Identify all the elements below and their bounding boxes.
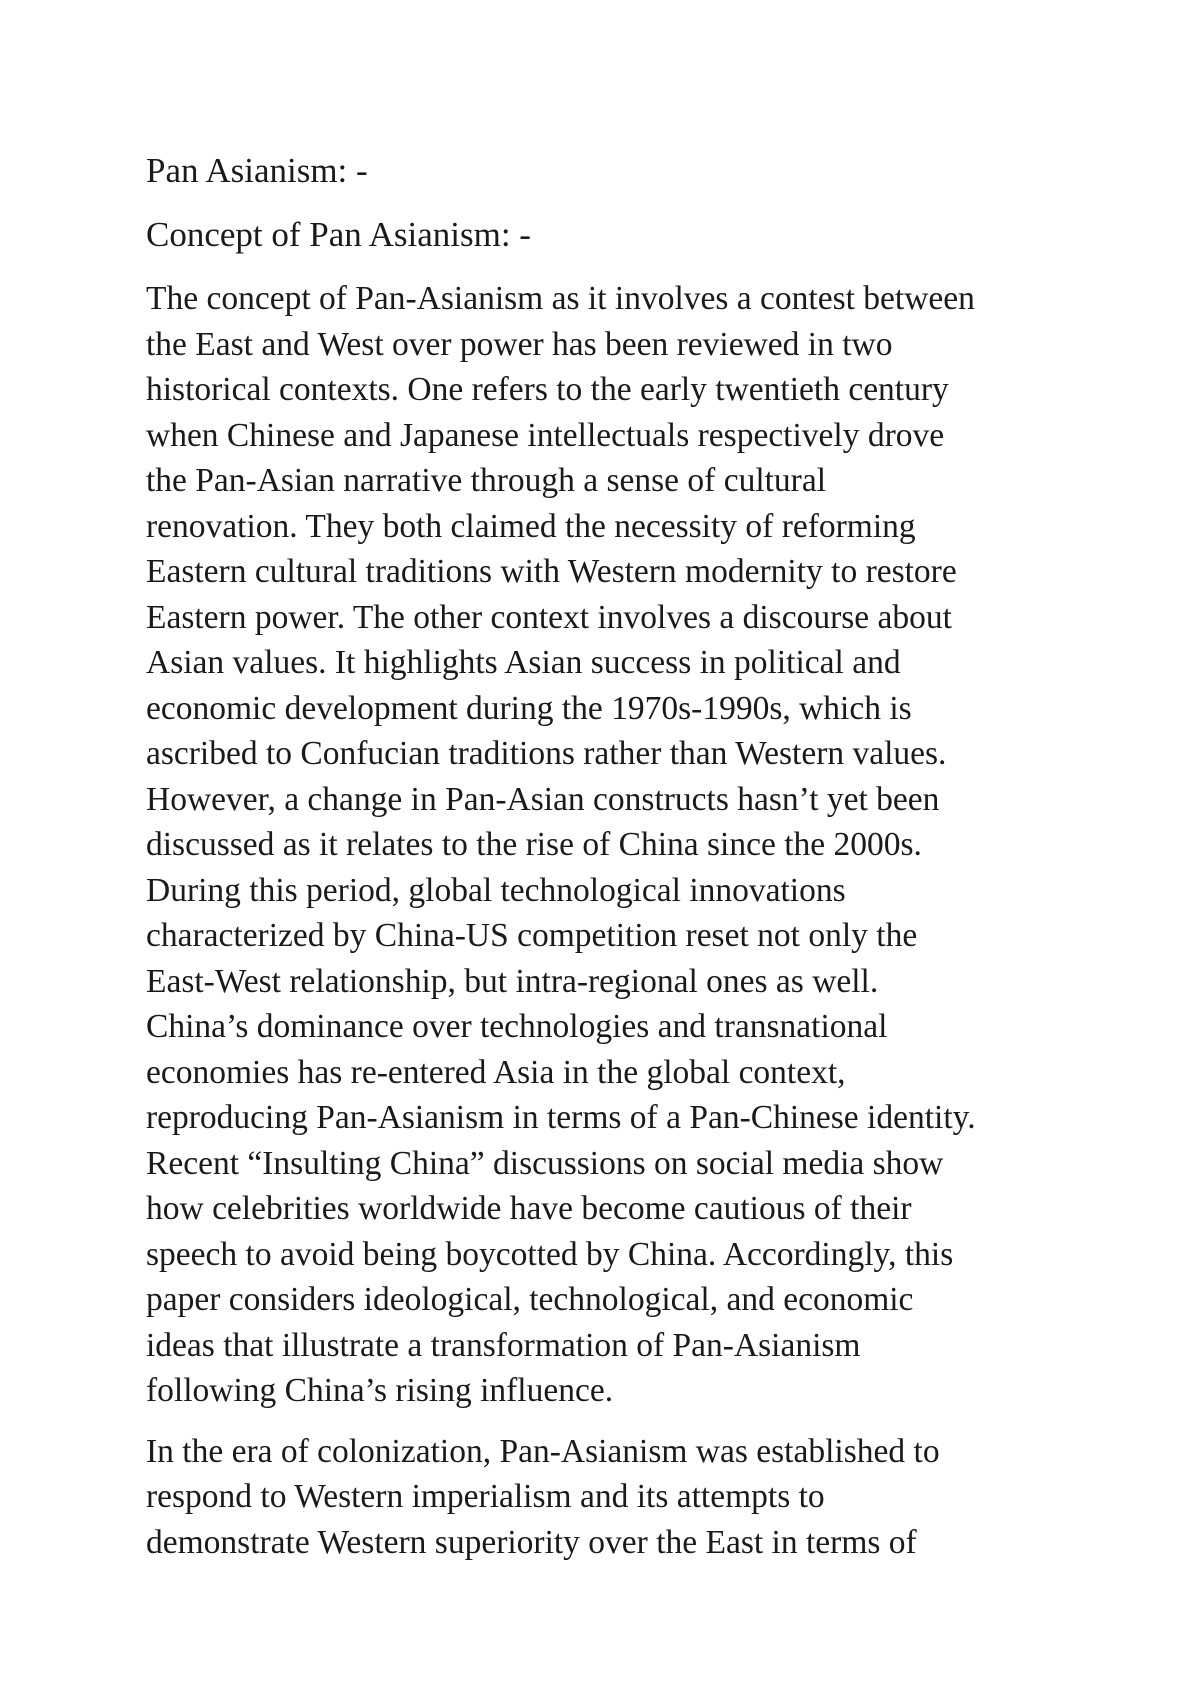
text-line: respond to Western imperialism and its attempts to: [146, 1478, 825, 1515]
text-line: paper considers ideological, technological, and economic: [146, 1281, 914, 1318]
paragraph-2: [146, 1429, 1066, 1566]
text-line: renovation. They both claimed the necessity of reforming: [146, 507, 916, 545]
text-line: Eastern cultural traditions with Western modernity to restore: [146, 553, 957, 590]
text-line: the East and West over power has been reviewed in two: [146, 325, 893, 363]
paragraph-1: [146, 276, 1066, 1414]
text-line: speech to avoid being boycotted by China. Accordingly, this: [146, 1235, 954, 1273]
text-line: characterized by China-US competition reset not only the: [146, 917, 918, 954]
text-line: when Chinese and Japanese intellectuals respectively drove: [146, 416, 945, 454]
document-body: [146, 148, 1066, 1580]
document-title: Pan Asianism: -: [146, 151, 368, 190]
text-line: Asian values. It highlights Asian success in political and: [146, 644, 901, 681]
section-heading: Concept of Pan Asianism: -: [146, 215, 531, 254]
text-line: economic development during the 1970s-1990s, which is: [146, 689, 912, 727]
text-line: However, a change in Pan-Asian constructs hasn’t yet been: [146, 780, 940, 818]
text-line: reproducing Pan-Asianism in terms of a Pan-Chinese identity.: [146, 1099, 976, 1136]
text-line: demonstrate Western superiority over the East in terms of: [146, 1523, 917, 1561]
text-line: The concept of Pan-Asianism as it involves a contest between: [146, 280, 975, 317]
text-line: the Pan-Asian narrative through a sense of cultural: [146, 462, 827, 499]
text-line: how celebrities worldwide have become cautious of their: [146, 1190, 912, 1227]
text-line: East-West relationship, but intra-regional ones as well.: [146, 962, 879, 1000]
text-line: ascribed to Confucian traditions rather than Western values.: [146, 735, 947, 772]
text-line: historical contexts. One refers to the early twentieth century: [146, 371, 949, 408]
text-line: During this period, global technological innovations: [146, 871, 846, 909]
text-line: In the era of colonization, Pan-Asianism was established to: [146, 1432, 940, 1470]
text-line: following China’s rising influence.: [146, 1372, 614, 1409]
text-line: Eastern power. The other context involves a discourse about: [146, 598, 952, 636]
text-line: Recent “Insulting China” discussions on social media show: [146, 1144, 944, 1182]
text-line: discussed as it relates to the rise of China since the 2000s.: [146, 826, 922, 863]
text-line: ideas that illustrate a transformation of Pan-Asianism: [146, 1326, 861, 1364]
text-line: China’s dominance over technologies and transnational: [146, 1008, 888, 1045]
text-line: economies has re-entered Asia in the global context,: [146, 1053, 846, 1091]
